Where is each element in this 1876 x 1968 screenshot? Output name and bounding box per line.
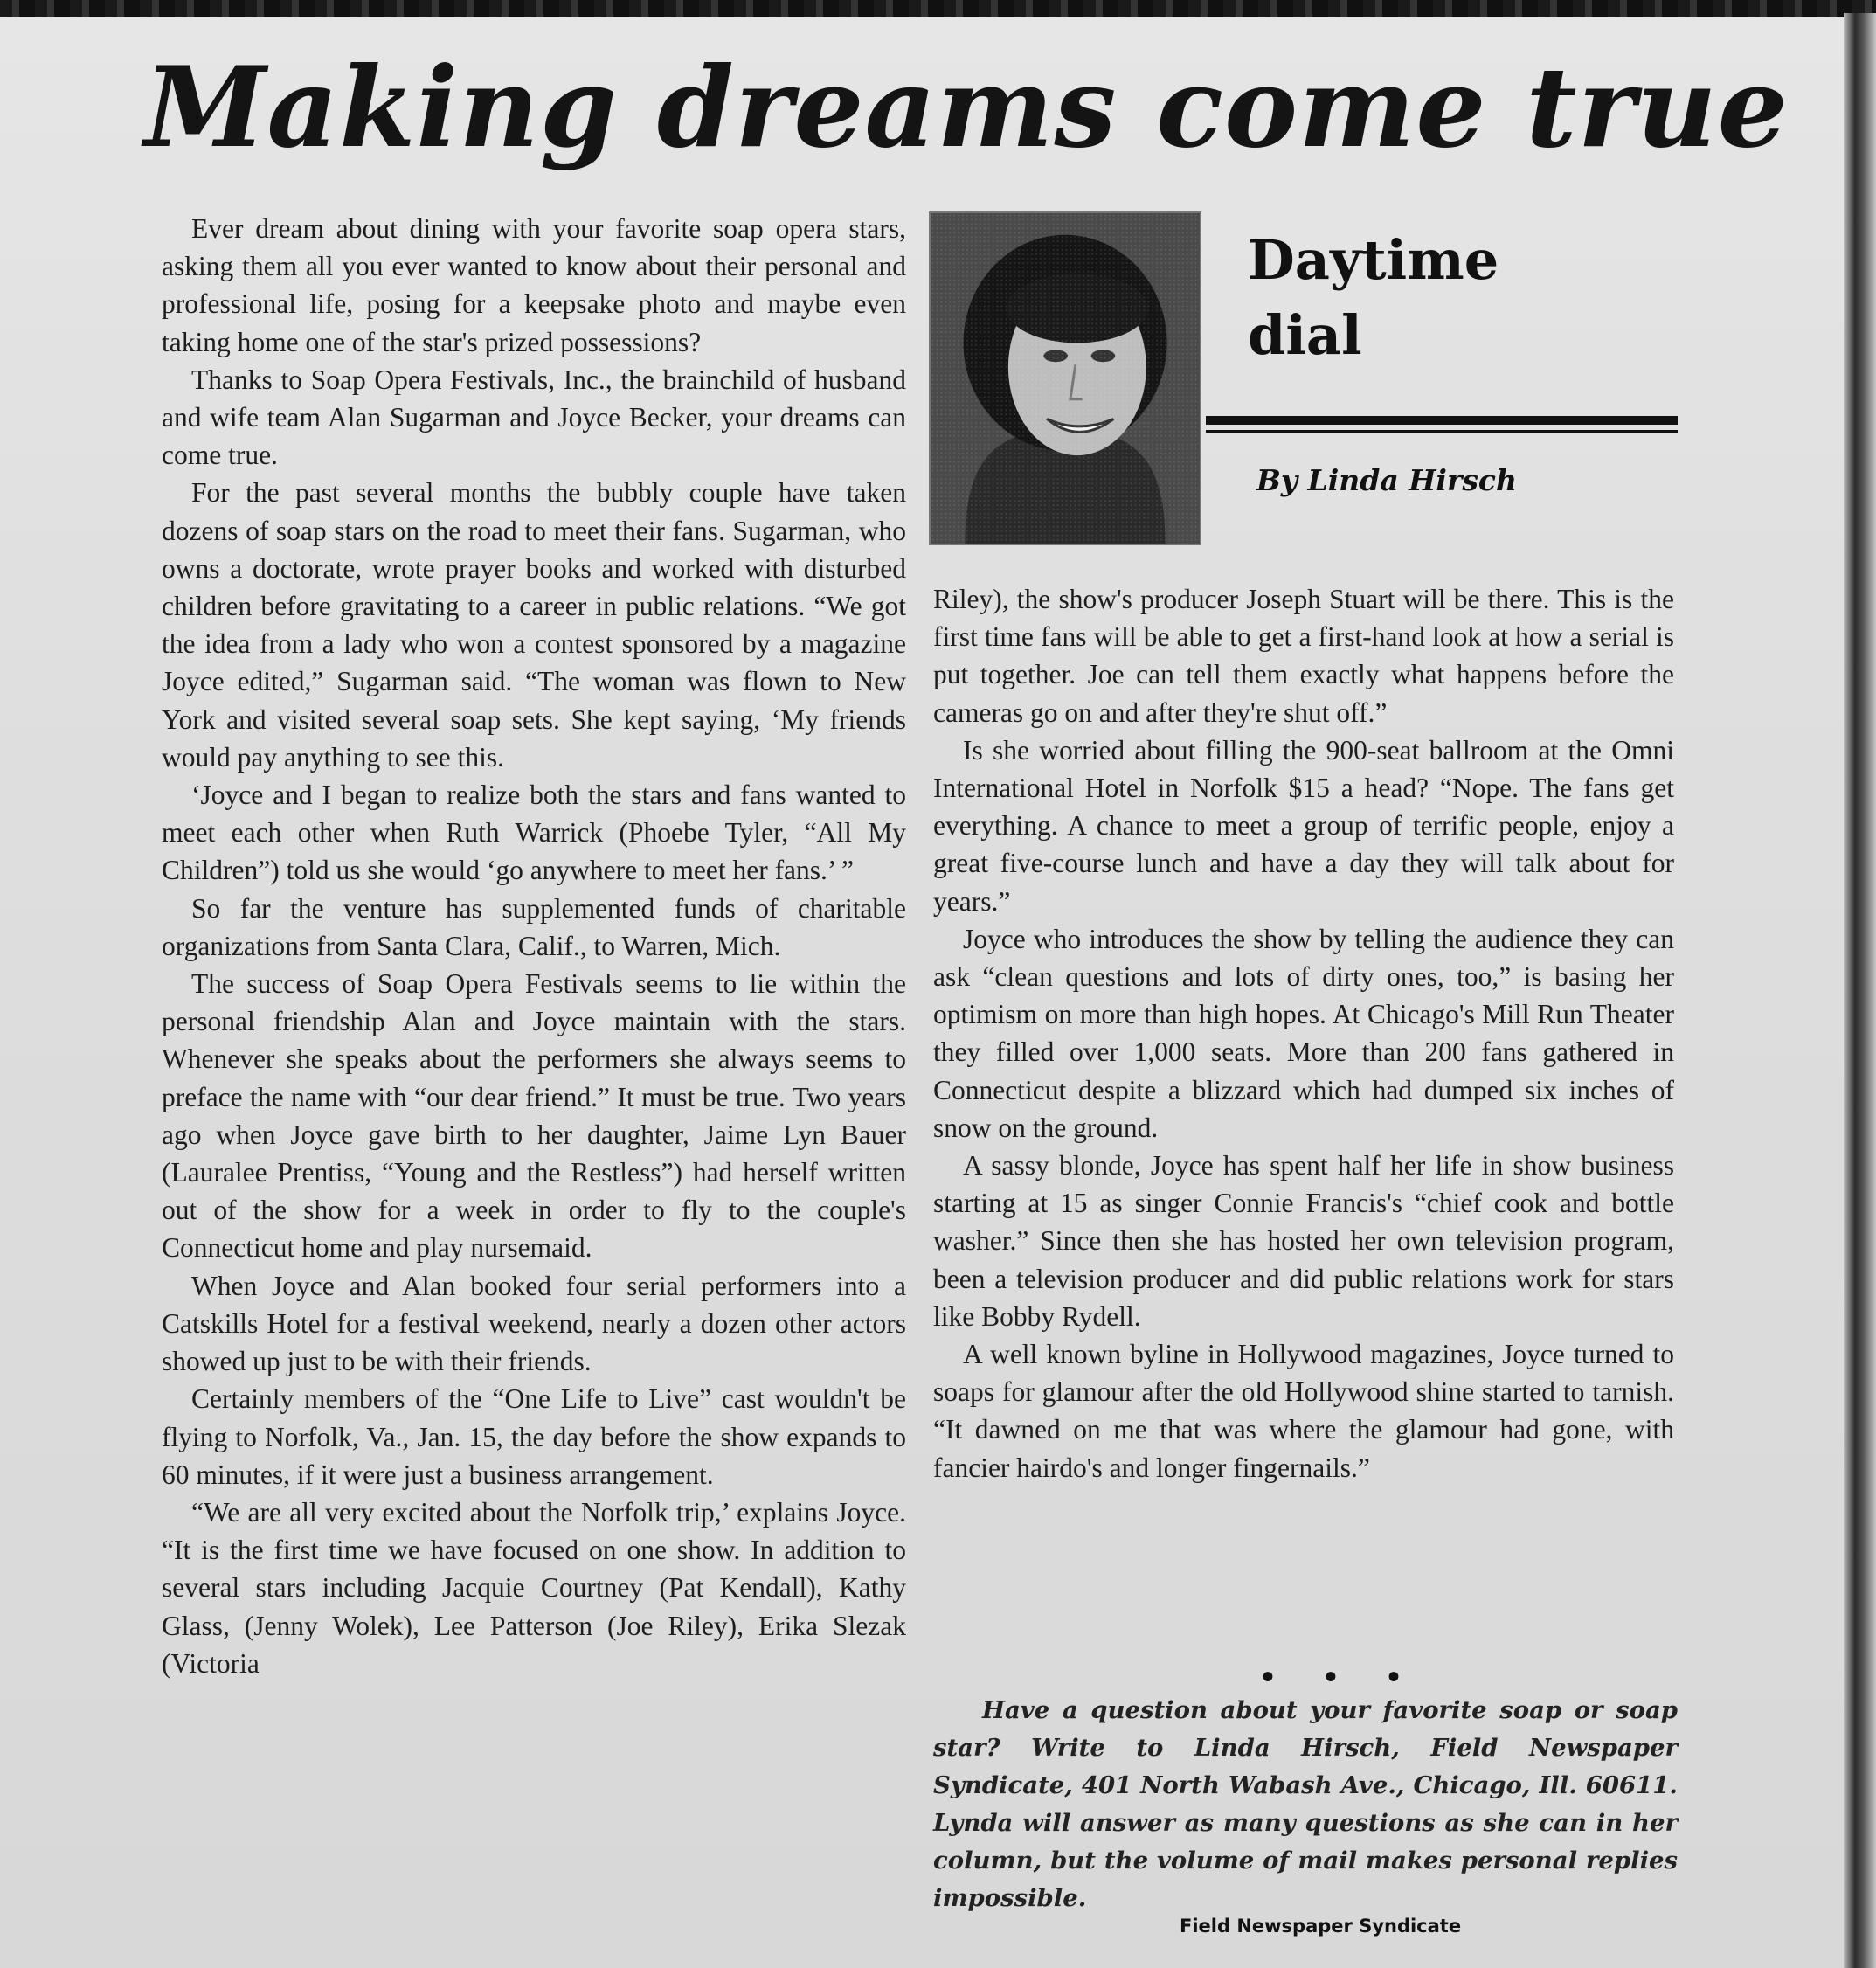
column-title-line1: Daytime [1248, 228, 1499, 292]
paragraph: So far the venture has supplemented funds of charitable organizations from Santa Clara, Calif., to Warren, Mich. [162, 892, 906, 961]
paragraph: When Joyce and Alan booked four serial performers into a Catskills Hotel for a festival weekend, nearly a dozen other actors showed up just to be with their friends. [162, 1270, 906, 1377]
article-right-column [933, 580, 1674, 1486]
paragraph: A well known byline in Hollywood magazines, Joyce turned to soaps for glamour after the old Hollywood shine started to tarnish. “It dawned on me that was where the glamour had gone, with fancier hairdo's and longer fingernails.” [933, 1339, 1674, 1483]
headline: Making dreams come true [144, 43, 1789, 172]
paragraph: The success of Soap Opera Festivals seems to lie within the personal friendship Alan and Joyce maintain with the stars. Whenever she speaks about the performers she always seems to preface the name with “our dear friend.” It must be true. Two years ago when Joyce gave birth to her daughter, Jaime Lyn Bauer (Lauralee Prentiss, “Young and the Restless”) had herself written out of the show for a week in order to fly to the couple's Connecticut home and play nursemaid. [162, 968, 906, 1264]
reader-question-note: Have a question about your favorite soap or soap star? Write to Linda Hirsch, Field Newspaper Syndicate, 401 North Wabash Ave., Chicago, Ill. 60611. Lynda will answer as many questions as she can in her column, but the volume of mail makes personal replies impossible. [933, 1696, 1678, 1912]
paragraph: Riley), the show's producer Joseph Stuart will be there. This is the first time fans will be able to get a first-hand look at how a serial is put together. Joe can tell them exactly what happens before the cameras go on and after they're shut off.” [933, 584, 1674, 728]
columnist-photo [929, 211, 1201, 545]
paragraph: A sassy blonde, Joyce has spent half her life in show business starting at 15 as singer Connie Francis's “chief cook and bottle washer.” Since then she has hosted her own television program, been a television producer and did public relations work for stars like Bobby Rydell. [933, 1150, 1674, 1332]
portrait-image [931, 213, 1200, 544]
paragraph: Thanks to Soap Opera Festivals, Inc., the brainchild of husband and wife team Alan Sugarman and Joyce Becker, your dreams can come true. [162, 364, 906, 471]
column-title-rule [1206, 416, 1678, 433]
column-title [1248, 223, 1685, 373]
paragraph: Certainly members of the “One Life to Live” cast wouldn't be flying to Norfolk, Va., Jan. 15, the day before the show expands to 60 minutes, if it were just a business arrangement. [162, 1383, 906, 1490]
section-separator: • • • [1262, 1657, 1422, 1696]
paragraph: Ever dream about dining with your favorite soap opera stars, asking them all you ever wanted to know about their personal and professional life, posing for a keepsake photo and maybe even taking home one of the star's prized possessions? [162, 213, 906, 357]
page-top-edge [0, 0, 1876, 17]
byline: By Linda Hirsch [1256, 463, 1517, 497]
rule-thin [1206, 430, 1678, 433]
paragraph: “We are all very excited about the Norfolk trip,’ explains Joyce. “It is the first time we have focused on one show. In addition to several stars including Jacquie Courtney (Pat Kendall), Kathy Glass, (Jenny Wolek), Lee Patterson (Joe Riley), Erika Slezak (Victoria [162, 1496, 906, 1679]
column-title-line2: dial [1248, 303, 1362, 367]
paragraph: Is she worried about filling the 900-seat ballroom at the Omni International Hotel in Norfolk $15 a head? “Nope. The fans get everything. A chance to meet a group of terrific people, enjoy a great five-course lunch and have a day they will talk about for years.” [933, 734, 1674, 917]
syndicate-credit: Field Newspaper Syndicate [1180, 1916, 1462, 1937]
paragraph: Joyce who introduces the show by telling the audience they can ask “clean questions and lots of dirty ones, too,” is basing her optimism on more than high hopes. At Chicago's Mill Run Theater they filled over 1,000 seats. More than 200 fans gathered in Connecticut despite a blizzard which had dumped six inches of snow on the ground. [933, 923, 1674, 1143]
paragraph: ‘Joyce and I began to realize both the stars and fans wanted to meet each other when Ruth Warrick (Phoebe Tyler, “All My Children”) told us she would ‘go anywhere to meet her fans.’ ” [162, 780, 906, 886]
article-left-column [162, 210, 906, 1682]
paragraph: For the past several months the bubbly couple have taken dozens of soap stars on the road to meet their fans. Sugarman, who owns a doctorate, wrote prayer books and worked with disturbed children before gravitating to a career in public relations. “We got the idea from a lady who won a contest sponsored by a magazine Joyce edited,” Sugarman said. “The woman was flown to New York and visited several soap sets. She kept saying, ‘My friends would pay anything to see this. [162, 477, 906, 773]
rule-thick [1206, 416, 1678, 425]
page-fold-shadow [1844, 13, 1876, 1968]
